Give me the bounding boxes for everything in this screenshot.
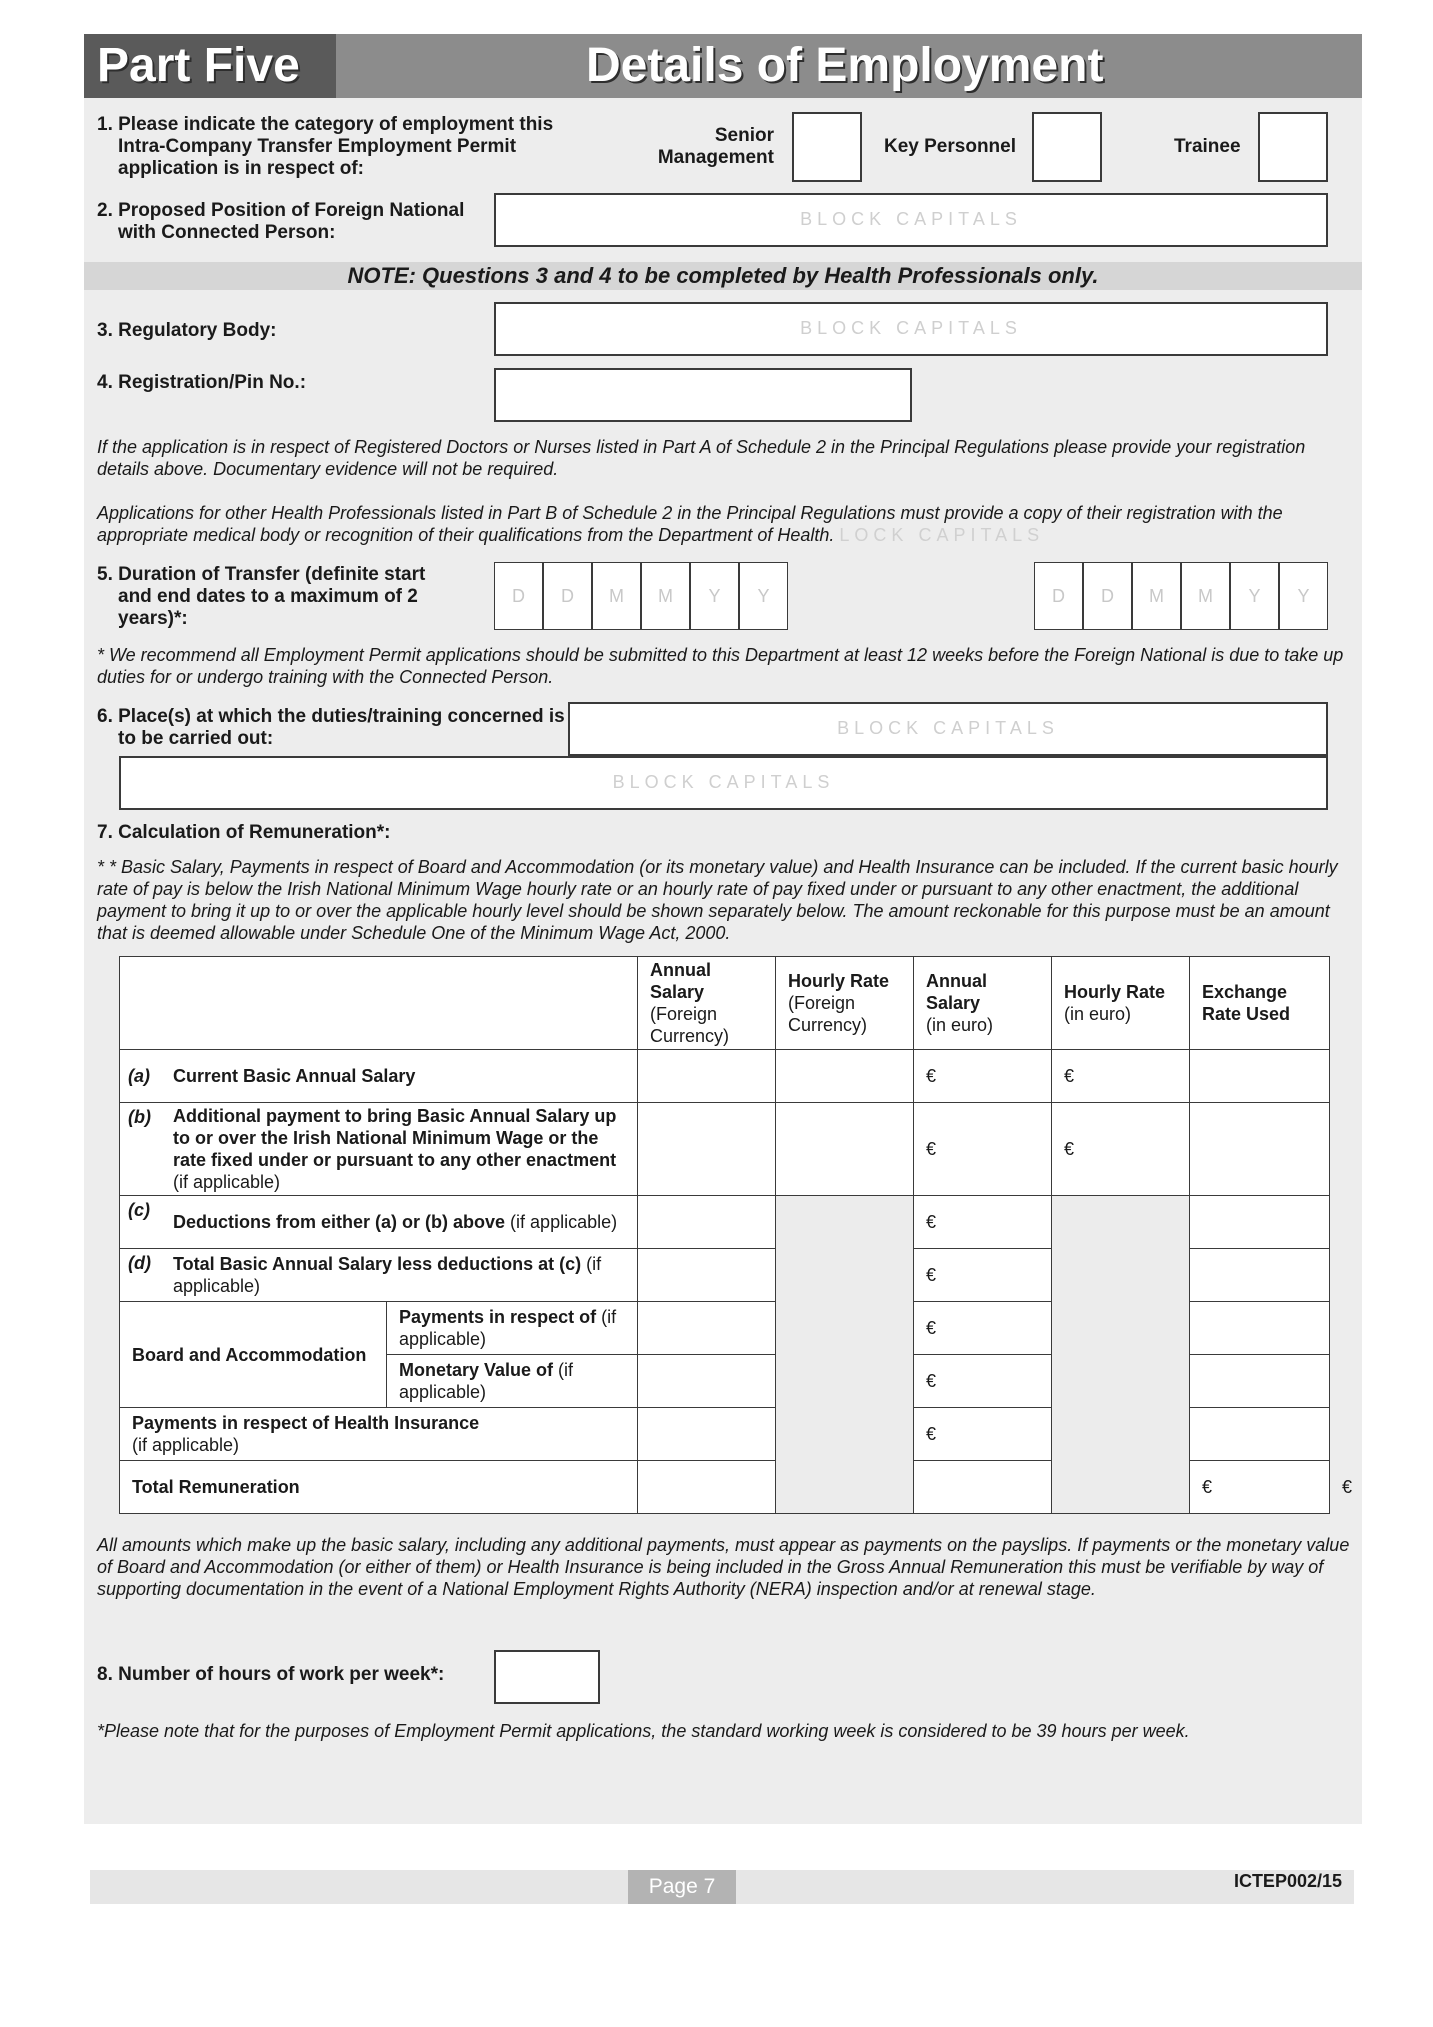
option-trainee-label: Trainee xyxy=(1174,136,1241,157)
row-a-exchange-rate-cell[interactable] xyxy=(1190,1050,1330,1103)
registration-pin-input[interactable] xyxy=(494,368,912,422)
board-payments-annual-foreign-cell[interactable] xyxy=(638,1302,776,1355)
row-d-exchange-rate-cell[interactable] xyxy=(1190,1249,1330,1302)
form-code: ICTEP002/15 xyxy=(1233,1871,1342,1891)
row-c-label: (c) Deductions from either (a) or (b) above (if applicable) xyxy=(120,1196,638,1249)
row-d-label: (d) Total Basic Annual Salary less deductions at (c) (if applicable) xyxy=(120,1249,638,1302)
board-payments-annual-euro-cell[interactable]: € xyxy=(914,1302,1052,1355)
hourly-foreign-shaded-cell xyxy=(776,1196,914,1514)
table-row-c xyxy=(120,1196,1330,1249)
table-header-row xyxy=(120,957,1330,1050)
proposed-position-input[interactable] xyxy=(494,193,1328,247)
health-insurance-label: Payments in respect of Health Insurance (if applicable) xyxy=(120,1408,638,1461)
other-health-professionals-text: Applications for other Health Professionals listed in Part B of Schedule 2 in the Principal Regulations must provide a copy of their registration with the appropriate medical body or recognition of their qualifications from the Department of Health. xyxy=(97,503,1283,545)
form-page xyxy=(84,34,1362,1824)
row-b-hourly-foreign-cell[interactable] xyxy=(776,1103,914,1196)
row-b-hourly-euro-cell[interactable]: € xyxy=(1052,1103,1190,1196)
row-a-hourly-euro-cell[interactable]: € xyxy=(1052,1050,1190,1103)
end-date-year-1[interactable]: Y xyxy=(1230,562,1279,630)
proposed-position-placeholder: BLOCK CAPITALS xyxy=(800,209,1022,229)
regulatory-body-input[interactable] xyxy=(494,302,1328,356)
health-insurance-annual-foreign-cell[interactable] xyxy=(638,1408,776,1461)
senior-management-checkbox[interactable] xyxy=(792,112,862,182)
q8-label: 8. Number of hours of work per week*: xyxy=(97,1664,445,1685)
table-row-total: Total Remuneration € € xyxy=(120,1461,1330,1514)
page-number: Page 7 xyxy=(628,1870,736,1904)
ghost-placeholder-text: LOCK CAPITALS xyxy=(839,525,1045,545)
section-header xyxy=(84,34,1362,98)
end-date-day-2[interactable]: D xyxy=(1083,562,1132,630)
row-d-annual-euro-cell[interactable]: € xyxy=(914,1249,1052,1302)
row-a-annual-foreign-cell[interactable] xyxy=(638,1050,776,1103)
place-of-duties-input-line-2[interactable] xyxy=(119,756,1328,810)
section-title: Details of Employment xyxy=(586,39,1104,92)
board-monetary-exchange-rate-cell[interactable] xyxy=(1190,1355,1330,1408)
total-annual-euro-cell[interactable]: € xyxy=(1190,1461,1330,1514)
row-d-annual-foreign-cell[interactable] xyxy=(638,1249,776,1302)
regulatory-body-placeholder: BLOCK CAPITALS xyxy=(800,318,1022,338)
remuneration-note: * * Basic Salary, Payments in respect of Board and Accommodation (or its monetary value) and Health Insurance can be included. If the current basic hourly rate of pay is below the Irish National Minimum Wage hourly rate or an hourly rate of pay fixed under or pursuant to any other enactment, the additional payment to bring it up to or over the applicable hourly level should be shown separately below. The amount reckonable for this purpose must be an amount that is deemed allowable under Schedule One of the Minimum Wage Act, 2000. xyxy=(97,857,1338,943)
row-b-label: (b) Additional payment to bring Basic Annual Salary up to or over the Irish National Minimum Wage or the rate fixed under or pursuant to any other enactment (if applicable) xyxy=(120,1103,638,1196)
q7-label: 7. Calculation of Remuneration*: xyxy=(97,822,391,843)
header-annual-salary-euro: Annual Salary (in euro) xyxy=(914,957,1052,1050)
total-annual-foreign-cell[interactable] xyxy=(638,1461,776,1514)
health-insurance-annual-euro-cell[interactable]: € xyxy=(914,1408,1052,1461)
row-b-annual-euro-cell[interactable]: € xyxy=(914,1103,1052,1196)
header-hourly-rate-euro: Hourly Rate (in euro) xyxy=(1052,957,1190,1050)
end-date-day-1[interactable]: D xyxy=(1034,562,1083,630)
end-date-year-2[interactable]: Y xyxy=(1279,562,1328,630)
row-c-annual-euro-cell[interactable]: € xyxy=(914,1196,1052,1249)
start-date-month-1[interactable]: M xyxy=(592,562,641,630)
hourly-euro-shaded-cell xyxy=(1052,1196,1190,1514)
start-date-year-2[interactable]: Y xyxy=(739,562,788,630)
header-exchange-rate: Exchange Rate Used xyxy=(1190,957,1330,1050)
submission-recommendation-note: * We recommend all Employment Permit applications should be submitted to this Department at least 12 weeks before the Foreign National is due to take up duties for or undergo training with the Connected Person. xyxy=(97,645,1344,687)
board-payments-exchange-rate-cell[interactable] xyxy=(1190,1302,1330,1355)
row-b-annual-foreign-cell[interactable] xyxy=(638,1103,776,1196)
total-remuneration-label: Total Remuneration xyxy=(120,1461,638,1514)
table-row-a xyxy=(120,1050,1330,1103)
row-c-annual-foreign-cell[interactable] xyxy=(638,1196,776,1249)
header-empty-cell xyxy=(120,957,638,1050)
row-a-annual-euro-cell[interactable]: € xyxy=(914,1050,1052,1103)
header-hourly-rate-foreign: Hourly Rate (Foreign Currency) xyxy=(776,957,914,1050)
option-key-personnel-label: Key Personnel xyxy=(884,136,1016,157)
board-monetary-label: Monetary Value of (if applicable) xyxy=(387,1355,638,1408)
hours-per-week-input[interactable] xyxy=(494,1650,600,1704)
place-of-duties-placeholder-1: BLOCK CAPITALS xyxy=(837,718,1059,738)
health-professionals-note: NOTE: Questions 3 and 4 to be completed by Health Professionals only. xyxy=(84,262,1362,290)
option-senior-management-label: Senior Management xyxy=(657,125,774,168)
board-accommodation-group-label: Board and Accommodation xyxy=(120,1302,387,1408)
place-of-duties-placeholder-2: BLOCK CAPITALS xyxy=(612,772,835,792)
health-insurance-exchange-rate-cell[interactable] xyxy=(1190,1408,1330,1461)
q4-label: 4. Registration/Pin No.: xyxy=(97,372,307,393)
row-c-exchange-rate-cell[interactable] xyxy=(1190,1196,1330,1249)
q6-label: 6. Place(s) at which the duties/training concerned is to be carried out: xyxy=(97,706,565,749)
trainee-checkbox[interactable] xyxy=(1258,112,1328,182)
q2-label: 2. Proposed Position of Foreign National with Connected Person: xyxy=(97,200,465,243)
end-date-month-1[interactable]: M xyxy=(1132,562,1181,630)
start-date-year-1[interactable]: Y xyxy=(690,562,739,630)
page-footer xyxy=(90,1870,1354,1904)
q1-label: 1. Please indicate the category of employment this Intra-Company Transfer Employment Permit application is in respect of: xyxy=(97,114,554,179)
total-hourly-foreign-cell[interactable] xyxy=(914,1461,1052,1514)
part-label: Part Five xyxy=(97,39,300,92)
board-payments-label: Payments in respect of (if applicable) xyxy=(387,1302,638,1355)
q5-label: 5. Duration of Transfer (definite start and end dates to a maximum of 2 years)*: xyxy=(97,564,426,629)
remuneration-table xyxy=(119,956,1353,1514)
place-of-duties-input-line-1[interactable] xyxy=(568,702,1328,756)
row-a-hourly-foreign-cell[interactable] xyxy=(776,1050,914,1103)
row-a-label: (a) Current Basic Annual Salary xyxy=(120,1050,638,1103)
other-health-professionals-note xyxy=(97,502,1349,546)
table-row-b xyxy=(120,1103,1330,1196)
standard-working-week-note: *Please note that for the purposes of Employment Permit applications, the standard working week is considered to be 39 hours per week. xyxy=(97,1721,1190,1741)
start-date-day-2[interactable]: D xyxy=(543,562,592,630)
payslip-verification-note: All amounts which make up the basic salary, including any additional payments, must appear as payments on the payslips. If payments or the monetary value of Board and Accommodation (or either of them) or Health Insurance is being included in the Gross Annual Remuneration this must be verifiable by way of supporting documentation in the event of a National Employment Rights Authority (NERA) inspection and/or at renewal stage. xyxy=(97,1535,1350,1599)
end-date-month-2[interactable]: M xyxy=(1181,562,1230,630)
row-b-exchange-rate-cell[interactable] xyxy=(1190,1103,1330,1196)
key-personnel-checkbox[interactable] xyxy=(1032,112,1102,182)
header-annual-salary-foreign: Annual Salary (Foreign Currency) xyxy=(638,957,776,1050)
board-monetary-annual-euro-cell[interactable]: € xyxy=(914,1355,1052,1408)
q3-label: 3. Regulatory Body: xyxy=(97,320,277,341)
start-date-day-1[interactable]: D xyxy=(494,562,543,630)
start-date-month-2[interactable]: M xyxy=(641,562,690,630)
board-monetary-annual-foreign-cell[interactable] xyxy=(638,1355,776,1408)
registered-doctors-note: If the application is in respect of Registered Doctors or Nurses listed in Part A of Schedule 2 in the Principal Regulations please provide your registration details above. Documentary evidence will not be required. xyxy=(97,437,1306,479)
